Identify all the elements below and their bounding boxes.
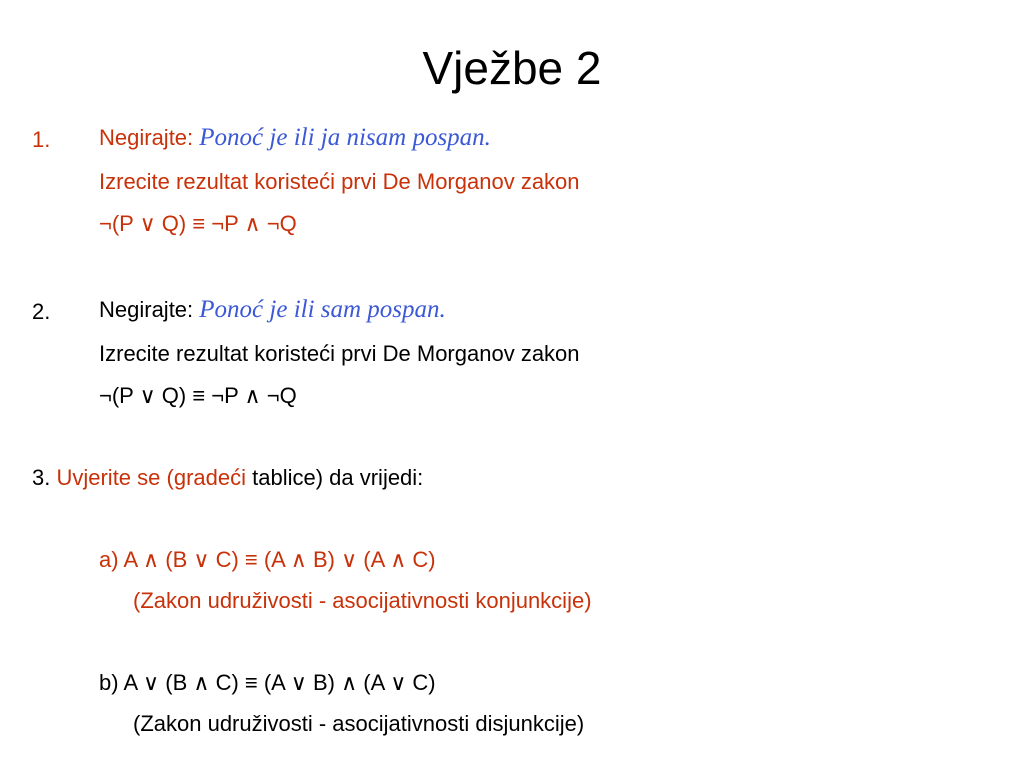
item1-label: Negirajte: bbox=[99, 125, 200, 150]
item3b-formula: b) A ∨ (B ∧ C) ≡ (A ∨ B) ∧ (A ∨ C) bbox=[99, 670, 436, 695]
item2-statement: Ponoć je ili sam pospan. bbox=[199, 296, 446, 323]
item1-instruction: Izrecite rezultat koristeći prvi De Morganov zakon bbox=[99, 169, 580, 194]
item1-number: 1. bbox=[32, 127, 51, 152]
item3-number: 3. bbox=[32, 465, 57, 490]
item1-line bbox=[99, 124, 491, 152]
item2-label: Negirajte: bbox=[99, 297, 200, 322]
item2-line bbox=[99, 296, 446, 324]
item1-statement: Ponoć je ili ja nisam pospan. bbox=[199, 124, 491, 151]
item3a-note: (Zakon udruživosti - asocijativnosti konjunkcije) bbox=[133, 588, 592, 613]
item3-text-black: tablice) da vrijedi: bbox=[252, 465, 424, 490]
item2-number: 2. bbox=[32, 299, 51, 324]
item3-text-red: Uvjerite se (gradeći bbox=[56, 465, 253, 490]
item3b-note: (Zakon udruživosti - asocijativnosti disjunkcije) bbox=[133, 711, 585, 736]
slide-title: Vježbe 2 bbox=[422, 42, 602, 94]
item2-law: ¬(P ∨ Q) ≡ ¬P ∧ ¬Q bbox=[99, 383, 297, 408]
item3a-formula: a) A ∧ (B ∨ C) ≡ (A ∧ B) ∨ (A ∧ C) bbox=[99, 547, 436, 572]
item3-line bbox=[32, 464, 423, 492]
item1-law: ¬(P ∨ Q) ≡ ¬P ∧ ¬Q bbox=[99, 211, 297, 236]
item2-instruction: Izrecite rezultat koristeći prvi De Morganov zakon bbox=[99, 341, 580, 366]
